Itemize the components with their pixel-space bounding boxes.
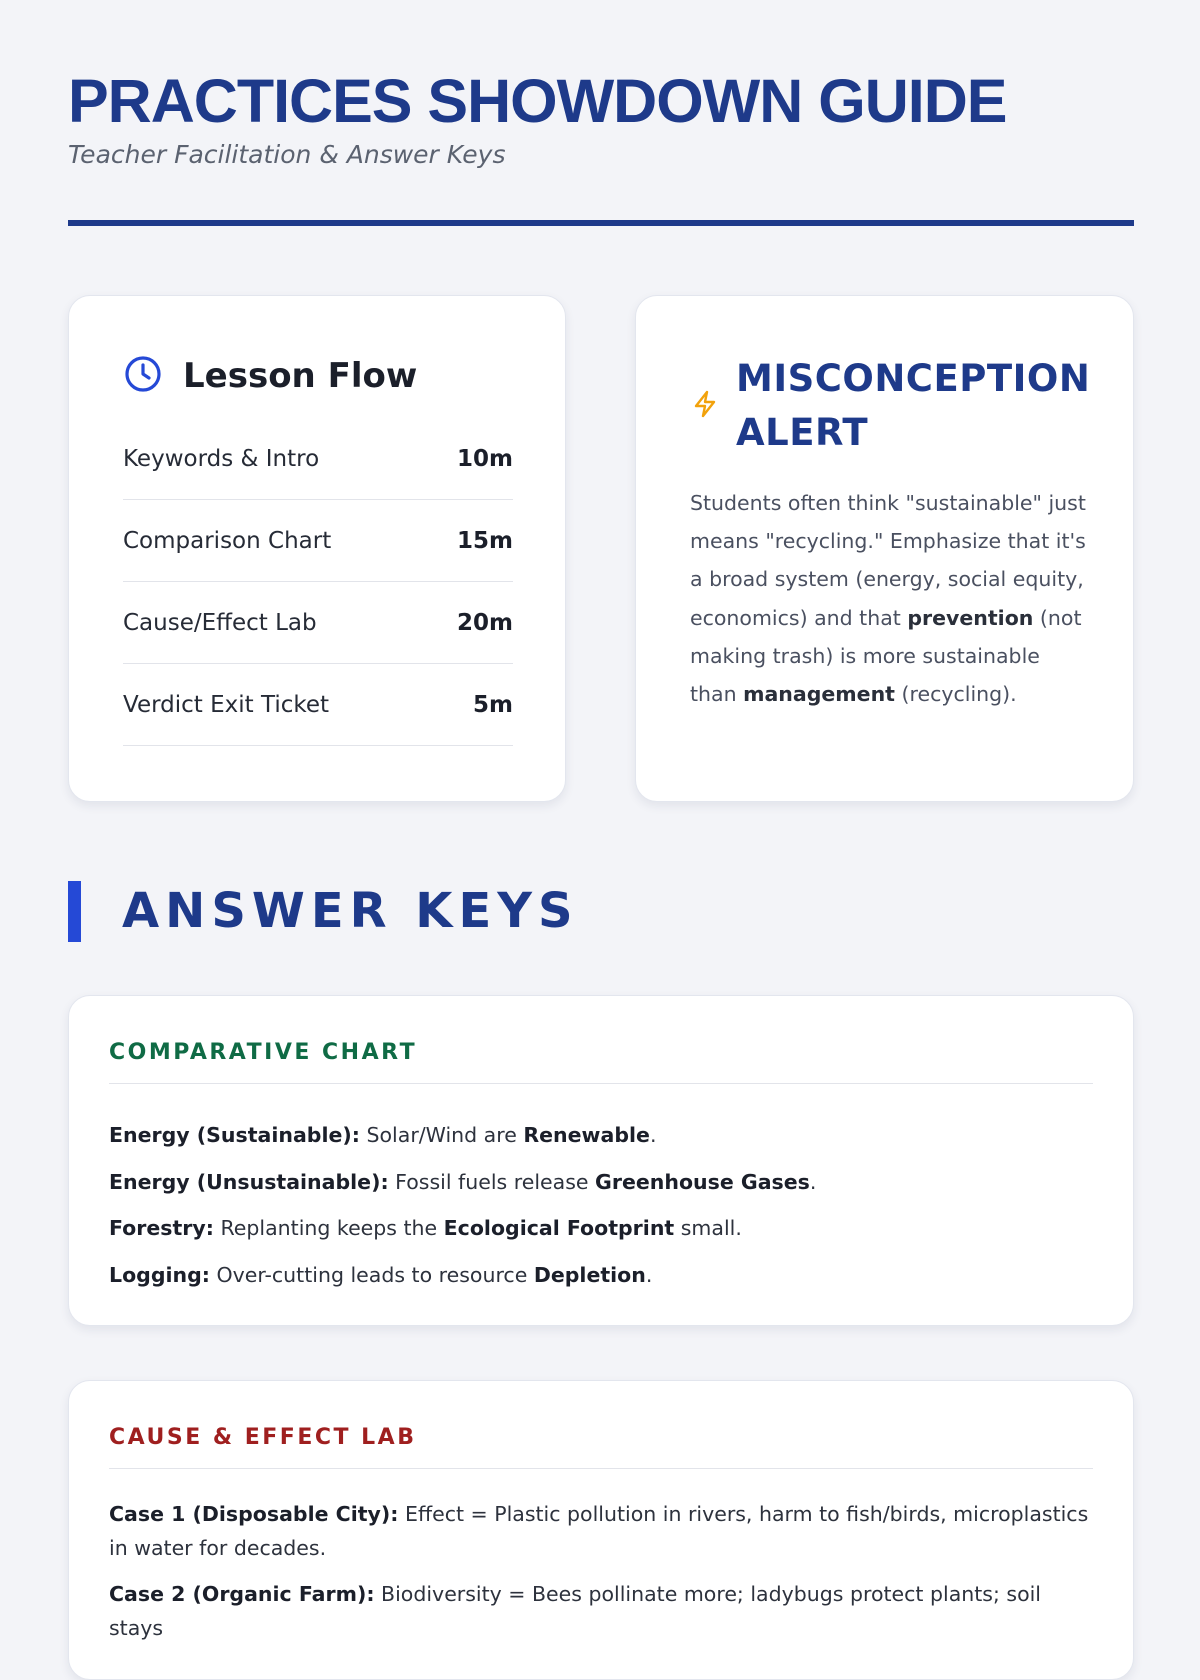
answer-line: Logging: Over-cutting leads to resource Depletion. xyxy=(109,1263,653,1288)
lesson-flow-item xyxy=(123,582,513,664)
lesson-flow-header xyxy=(123,354,417,398)
misconception-title: MISCONCEPTION ALERT xyxy=(736,357,1091,454)
comparative-chart-card xyxy=(68,995,1134,1326)
answer-keys-accent-bar xyxy=(68,881,81,942)
comparative-chart-heading: COMPARATIVE CHART xyxy=(109,1040,1093,1084)
lesson-flow-item-label: Keywords & Intro xyxy=(123,445,320,472)
page-subtitle: Teacher Facilitation & Answer Keys xyxy=(68,140,506,169)
lesson-flow-item-label: Verdict Exit Ticket xyxy=(123,691,330,718)
lesson-flow-item-duration: 5m xyxy=(473,691,513,718)
cause-effect-lab-card xyxy=(68,1380,1134,1680)
answer-line: Energy (Sustainable): Solar/Wind are Renewable. xyxy=(109,1123,657,1147)
lightning-icon xyxy=(690,389,720,423)
lesson-flow-item-duration: 20m xyxy=(457,609,513,636)
lesson-flow-title: Lesson Flow xyxy=(183,356,418,396)
cause-effect-list xyxy=(109,1497,1093,1645)
misconception-text: Students often think "sustainable" just means "recycling." Emphasize that it's a broad system (energy, social equity, economics) and that prevention (not making trash) is more sustainable than management (recycling). xyxy=(690,491,1086,707)
answer-line: Energy (Unsustainable): Fossil fuels release Greenhouse Gases. xyxy=(109,1169,817,1194)
case-line: Case 2 (Organic Farm): Biodiversity = Bees pollinate more; ladybugs protect plants; soil stays xyxy=(109,1582,1042,1640)
misconception-alert-card xyxy=(635,295,1134,802)
cause-effect-heading: CAUSE & EFFECT LAB xyxy=(109,1425,1093,1469)
page-title: PRACTICES SHOWDOWN GUIDE xyxy=(68,67,1007,135)
title-divider xyxy=(68,220,1134,226)
clock-icon xyxy=(123,354,163,398)
answer-keys-title: ANSWER KEYS xyxy=(122,883,579,939)
lesson-flow-card xyxy=(68,295,566,802)
lesson-flow-item xyxy=(123,500,513,582)
misconception-header xyxy=(690,352,1090,460)
lesson-flow-item-label: Comparison Chart xyxy=(123,527,332,554)
lesson-flow-item-duration: 10m xyxy=(457,445,513,472)
lesson-flow-item xyxy=(123,418,513,500)
answer-line: Forestry: Replanting keeps the Ecological Footprint small. xyxy=(109,1216,742,1241)
emphasis-prevention: prevention xyxy=(907,605,1034,630)
lesson-flow-item-duration: 15m xyxy=(457,527,513,554)
lesson-flow-item xyxy=(123,664,513,746)
case-line: Case 1 (Disposable City): Effect = Plastic pollution in rivers, harm to fish/birds, microplastics in water for decades. xyxy=(109,1502,1089,1560)
comparative-chart-list xyxy=(109,1112,1093,1299)
lesson-flow-item-label: Cause/Effect Lab xyxy=(123,609,317,636)
lesson-flow-list xyxy=(123,418,513,746)
emphasis-management: management xyxy=(743,682,895,707)
